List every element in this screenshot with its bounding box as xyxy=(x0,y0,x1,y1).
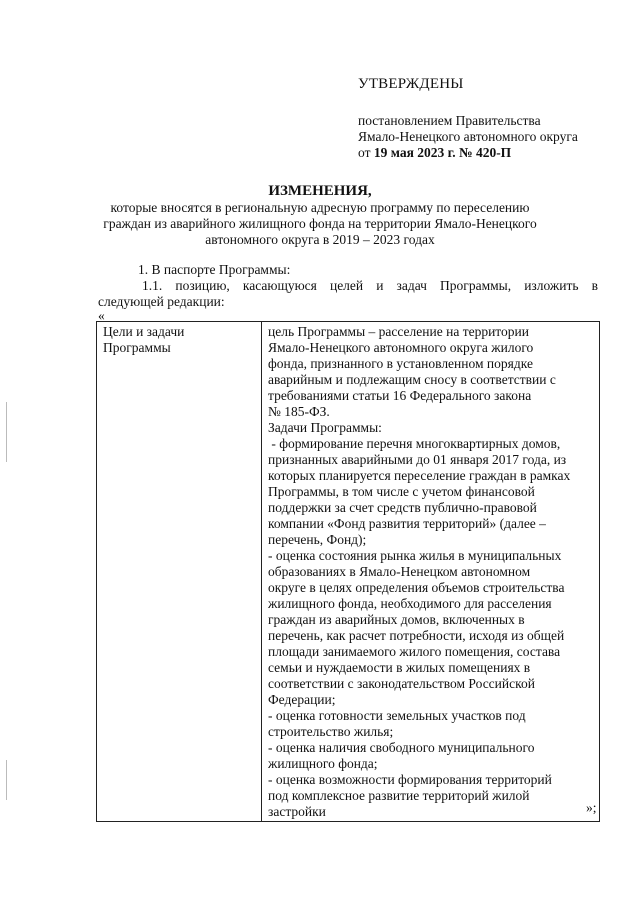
table-row xyxy=(97,322,600,822)
content-line: признанных аварийными до 01 января 2017 года, из xyxy=(268,452,567,467)
decree-prefix: от xyxy=(358,145,371,160)
item-1-1-line: 1.1. позицию, касающуюся целей и задач Программы, изложить в xyxy=(142,278,598,293)
content-line: - оценка готовности земельных участков под xyxy=(268,708,526,723)
content-line: строительство жилья; xyxy=(268,724,394,739)
item-1-1-text xyxy=(98,278,598,310)
scan-edge-mark xyxy=(6,402,7,462)
decree-date-number: 19 мая 2023 г. № 420-П xyxy=(373,145,512,160)
content-line: перечень, как расчет потребности, исходя из общей xyxy=(268,628,565,643)
content-line: соответствии с законодательством Российской xyxy=(268,676,535,691)
document-title: ИЗМЕНЕНИЯ, xyxy=(268,183,372,199)
opening-quote: « xyxy=(98,308,105,323)
content-line: фонда, признанного в установленном порядке xyxy=(268,356,533,371)
content-line: образованиях в Ямало-Ненецком автономном xyxy=(268,564,531,579)
closing-quote: »; xyxy=(586,800,597,815)
content-line: застройки xyxy=(268,804,326,819)
table-cell-label xyxy=(97,322,262,822)
content-line: округе в целях определения объемов строительства xyxy=(268,580,565,595)
content-line: Задачи Программы: xyxy=(268,420,382,435)
content-line: - оценка наличия свободного муниципального xyxy=(268,740,535,755)
content-line: под комплексное развитие территорий жилой xyxy=(268,788,530,803)
item-1-1-line: следующей редакции: xyxy=(98,294,225,309)
decree-date-line xyxy=(358,145,578,161)
content-line: аварийным и подлежащим сносу в соответствии с xyxy=(268,372,556,387)
content-line: перечень, Фонд); xyxy=(268,532,367,547)
content-line: семьи и нуждаемости в жилых помещениях в xyxy=(268,660,531,675)
approved-heading: УТВЕРЖДЕНЫ xyxy=(358,76,464,92)
decree-line: Ямало-Ненецкого автономного округа xyxy=(358,129,578,144)
table-cell-content xyxy=(262,322,600,822)
content-line: которых планируется переселение граждан в рамках xyxy=(268,468,571,483)
content-line: - оценка состояния рынка жилья в муниципальных xyxy=(268,548,562,563)
decree-reference xyxy=(358,113,578,161)
decree-line: постановлением Правительства xyxy=(358,113,541,128)
content-line: Ямало-Ненецкого автономного округа жилого xyxy=(268,340,534,355)
content-line: требованиями статьи 16 Федерального закона xyxy=(268,388,532,403)
item-1-text: 1. В паспорте Программы: xyxy=(138,262,291,277)
content-line: Программы, в том числе с учетом финансовой xyxy=(268,484,535,499)
content-line: - оценка возможности формирования территорий xyxy=(268,772,552,787)
content-line: жилищного фонда; xyxy=(268,756,378,771)
program-goals-table xyxy=(96,321,600,822)
content-line: граждан из аварийных домов, включенных в xyxy=(268,612,525,627)
scan-edge-mark xyxy=(6,760,7,800)
content-line: жилищного фонда, необходимого для расселения xyxy=(268,596,552,611)
content-line: площади занимаемого жилого помещения, состава xyxy=(268,644,561,659)
content-line: поддержки за счет средств публично-правовой xyxy=(268,500,537,515)
content-line: № 185-ФЗ. xyxy=(268,404,330,419)
subtitle-line: автономного округа в 2019 – 2023 годах xyxy=(205,232,435,247)
subtitle-line: которые вносятся в региональную адресную программу по переселению xyxy=(110,200,530,215)
subtitle-line: граждан из аварийного жилищного фонда на территории Ямало-Ненецкого xyxy=(103,216,537,231)
label-line: Программы xyxy=(103,340,171,355)
content-line: - формирование перечня многоквартирных домов, xyxy=(268,436,561,451)
document-subtitle xyxy=(100,200,540,248)
label-line: Цели и задачи xyxy=(103,324,185,339)
content-line: цель Программы – расселение на территории xyxy=(268,324,529,339)
content-line: компании «Фонд развития территорий» (далее – xyxy=(268,516,546,531)
content-line: Федерации; xyxy=(268,692,336,707)
